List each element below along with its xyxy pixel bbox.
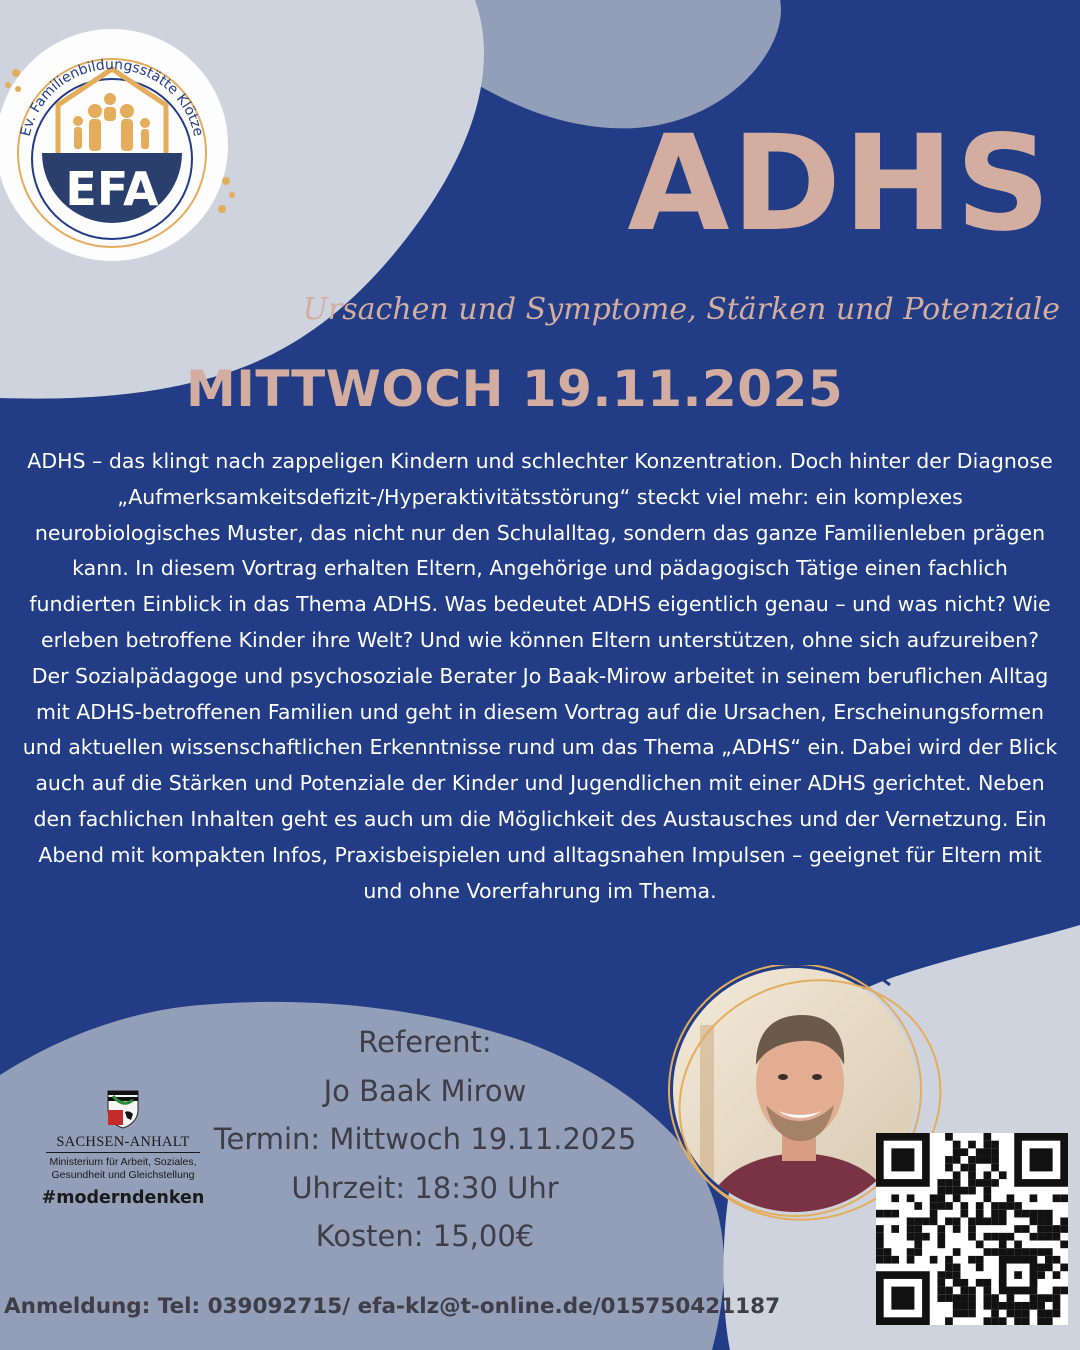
subtitle: Ursachen und Symptome, Stärken und Potenziale bbox=[302, 292, 1060, 327]
event-cost: Kosten: 15,00€ bbox=[315, 1219, 535, 1253]
speaker-name: Jo Baak Mirow bbox=[323, 1073, 527, 1108]
sponsor-ministry: Ministerium für Arbeit, Soziales, Gesundheit und Gleichstellung bbox=[49, 1156, 197, 1181]
speaker-label: Referent: bbox=[358, 1025, 492, 1059]
page-title: ADHS bbox=[627, 107, 1053, 261]
sponsor-hashtag: #moderndenken bbox=[41, 1188, 205, 1208]
sponsor-block bbox=[28, 1088, 218, 1208]
logo-org-name: Ev. Familienbildungsstätte Klötze bbox=[17, 56, 207, 138]
date-heading: MITTWOCH 19.11.2025 bbox=[186, 360, 844, 418]
registration-footer: Anmeldung: Tel: 039092715/ efa-klz@t-online.de/015750421187 bbox=[4, 1294, 781, 1319]
sponsor-state: SACHSEN-ANHALT bbox=[46, 1134, 200, 1153]
description-paragraph-1: ADHS – das klingt nach zappeligen Kindern und schlechter Konzentration. Doch hinter der Diagnose „Aufmerksamkeitsdefizit-/Hyperaktivitätsstörung“ steckt viel mehr: ein komplexes neurobiologisches Muster, das nicht nur den Schulalltag, sondern das ganze Familienleben prägen kann. In diesem Vortrag erhalten Eltern, Angehörige und pädagogisch Tätige einen fachlich fundierten Einblick in das Thema ADHS. Was bedeutet ADHS eigentlich genau – und was nicht? Wie erleben betroffene Kinder ihre Welt? Und wie können Eltern unterstützen, ohne sich aufzureiben? bbox=[27, 449, 1053, 652]
event-details bbox=[210, 1018, 640, 1261]
family-house-logo bbox=[0, 25, 240, 265]
logo-abbreviation: EFA bbox=[65, 162, 159, 216]
qr-code[interactable] bbox=[876, 1133, 1068, 1325]
coat-of-arms-icon bbox=[105, 1088, 141, 1130]
event-time: Uhrzeit: 18:30 Uhr bbox=[291, 1170, 559, 1205]
description bbox=[22, 444, 1058, 909]
event-date: Termin: Mittwoch 19.11.2025 bbox=[213, 1122, 637, 1156]
description-paragraph-2: Der Sozialpädagoge und psychosoziale Berater Jo Baak-Mirow arbeitet in seinem beruflichen Alltag mit ADHS-betroffenen Familien und geht in diesem Vortrag auf die Ursachen, Erscheinungsformen und aktuellen wissenschaftlichen Erkenntnisse rund um das Thema „ADHS“ ein. Dabei wird der Blick auch auf die Stärken und Potenziale der Kinder und Jugendlichen mit einer ADHS gerichtet. Neben den fachlichen Inhalten geht es auch um die Möglichkeit des Austausches und der Vernetzung. Ein Abend mit kompakten Infos, Praxisbeispielen und alltagsnahen Impulsen – geeignet für Eltern mit und ohne Vorerfahrung im Thema. bbox=[22, 663, 1058, 903]
